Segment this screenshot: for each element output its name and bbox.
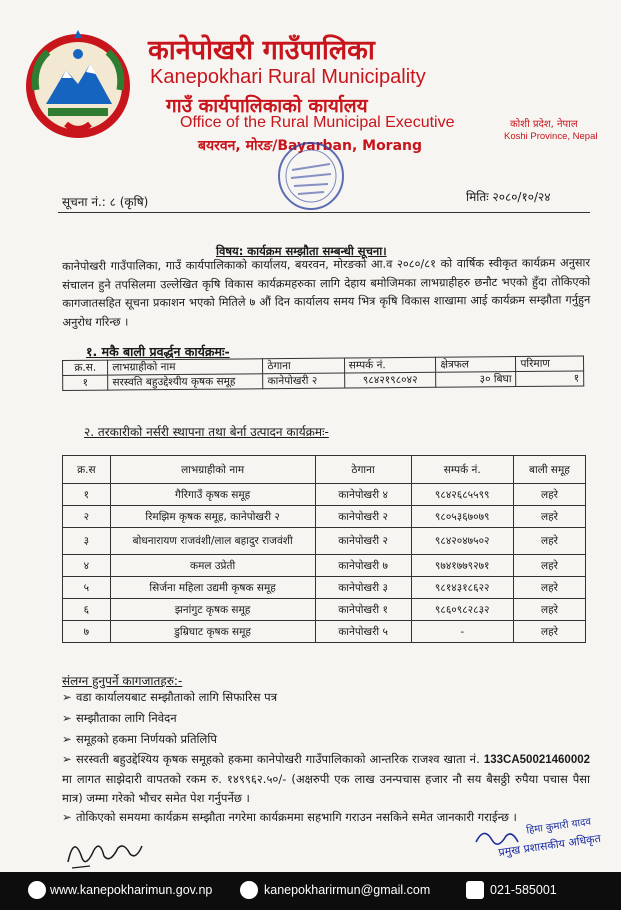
nepal-emblem-icon xyxy=(22,30,134,142)
documents-list xyxy=(62,687,590,827)
table-row xyxy=(63,577,586,599)
province-np: कोशी प्रदेश, नेपाल xyxy=(510,119,578,130)
column-header: क्षेत्रफल xyxy=(436,357,516,373)
officer-title: प्रमुख प्रशासकीय अधिकृत xyxy=(497,831,602,860)
table-row xyxy=(63,621,586,643)
notice-date: मितिः २०८०/१०/२४ xyxy=(466,190,551,204)
arrow-bullet-icon: ➢ xyxy=(62,690,72,704)
table-header-row xyxy=(63,456,586,484)
table-cell: कानेपोखरी ३ xyxy=(315,577,411,599)
column-header: क्र.स. xyxy=(63,360,108,375)
office-stamp-icon xyxy=(276,140,346,212)
notice-subject: विषय: कार्यक्रम सम्झौता सम्बन्धी सूचना। xyxy=(216,244,387,258)
table-cell: झनांगुट कृषक समूह xyxy=(110,599,315,621)
table-cell: १ xyxy=(63,375,108,390)
table-cell: कानेपोखरी ४ xyxy=(315,484,411,506)
column-header: लाभग्राहीको नाम xyxy=(110,456,315,484)
table-cell: ५ xyxy=(63,577,111,599)
province-en: Koshi Province, Nepal xyxy=(504,131,598,142)
table-row xyxy=(63,599,586,621)
nursery-program-table xyxy=(62,455,586,643)
arrow-bullet-icon: ➢ xyxy=(62,810,72,824)
column-header: क्र.स xyxy=(63,456,111,484)
header-divider xyxy=(58,212,590,213)
table-cell: ९८१४३१८६२२ xyxy=(411,577,513,599)
table-cell: लहरे xyxy=(513,555,585,577)
phone-number[interactable]: 021-585001 xyxy=(490,883,557,897)
table-cell: ९८०५३६७०७९ xyxy=(411,506,513,528)
arrow-bullet-icon: ➢ xyxy=(62,711,72,725)
table-cell: - xyxy=(411,621,513,643)
table-cell: ९८४२६८५५९९ xyxy=(411,484,513,506)
column-header: लाभग्राहीको नाम xyxy=(108,359,263,375)
phone-icon xyxy=(466,881,484,899)
table-cell: लहरे xyxy=(513,528,585,555)
table-cell: कानेपोखरी ५ xyxy=(315,621,411,643)
account-number: 133CA50021460002 xyxy=(483,754,591,766)
column-header: ठेगाना xyxy=(263,358,344,374)
maize-program-table xyxy=(62,355,584,391)
list-item: ➢ तोकिएको समयमा कार्यक्रम सम्झौता नगरेमा कार्यक्रममा सहभागि गराउन नसकिने समेत जानकारी गराईन्छ । xyxy=(62,808,590,827)
table-cell: लहरे xyxy=(513,577,585,599)
section1-heading: १. मकै बाली प्रवर्द्धन कार्यक्रमः- xyxy=(86,344,230,359)
office-title-np: गाउँ कार्यपालिकाको कार्यालय xyxy=(166,95,368,117)
municipality-title-en: Kanepokhari Rural Municipality xyxy=(150,66,426,88)
table-cell: लहरे xyxy=(513,484,585,506)
table-cell: सिर्जना महिला उद्यमी कृषक समूह xyxy=(110,577,315,599)
table-cell: ७ xyxy=(63,621,111,643)
column-header: सम्पर्क नं. xyxy=(411,456,513,484)
table-cell: ९८४२०४७५०२ xyxy=(411,528,513,555)
table-cell: ३० बिघा xyxy=(436,372,516,388)
column-header: परिमाण xyxy=(516,356,584,372)
office-title-en: Office of the Rural Municipal Executive xyxy=(180,114,455,131)
table-cell: कानेपोखरी २ xyxy=(315,506,411,528)
column-header: ठेगाना xyxy=(315,456,411,484)
globe-icon xyxy=(28,881,46,899)
footer-bar xyxy=(0,872,621,910)
table-cell: लहरे xyxy=(513,599,585,621)
table-cell: १ xyxy=(516,371,584,387)
column-header: सम्पर्क नं. xyxy=(344,357,436,373)
table-cell: २ xyxy=(63,506,111,528)
table-cell: ९८४२१९८०४२ xyxy=(344,372,436,388)
documents-heading: संलग्न हुनुपर्ने कागजातहरु:- xyxy=(62,674,183,688)
office-address: बयरवन, मोरङ/Bayarban, Morang xyxy=(198,138,423,154)
table-cell: डुम्रिघाट कृषक समूह xyxy=(110,621,315,643)
table-cell: लहरे xyxy=(513,506,585,528)
officer-name: हिमा कुमारी यादव xyxy=(525,816,592,837)
email-link[interactable]: kanepokharirmun@gmail.com xyxy=(264,883,431,897)
table-cell: सरस्वति बहुउद्देश्यीय कृषक समूह xyxy=(108,374,263,390)
notice-number: सूचना नं.: ८ (कृषि) xyxy=(62,195,149,209)
table-cell: ९७४१७७९२७१ xyxy=(411,555,513,577)
table-cell: कानेपोखरी २ xyxy=(315,528,411,555)
signature-left-icon xyxy=(60,828,146,872)
notice-body: कानेपोखरी गाउँपालिका, गाउँ कार्यपालिकाको कार्यालय, बयरवन, मोरङको आ.व २०८०/८१ को वार्षिक स्वीकृत कार्यक्रम अनुसार संचालन हुने तपसिलमा उल्लेखित कृषि विकास कार्यक्रमहरुका लागि देहाय बमोजिमका लाभग्राहीहरु छनौट भएको हुँदा तोकिएको कागजातसहित सूचना प्रकाशन भएको मितिले ७ औं दिन कार्यालय समय भित्र कृषि विकास शाखामा आई कार्यक्रम सम्झौता गर्नुहुन अनुरोध गरिन्छ । xyxy=(62,256,591,329)
table-cell: बोधनारायण राजवंशी/लाल बहादुर राजवंशी xyxy=(110,528,315,555)
list-item: ➢ वडा कार्यालयबाट सम्झौताको लागि सिफारिस पत्र xyxy=(62,687,590,708)
table-cell: कमल उप्रेती xyxy=(110,555,315,577)
table-cell: ९८६०९८२८३२ xyxy=(411,599,513,621)
table-cell: कानेपोखरी ७ xyxy=(315,555,411,577)
email-icon xyxy=(240,881,258,899)
table-cell: ६ xyxy=(63,599,111,621)
table-cell: रिमझिम कृषक समूह, कानेपोखरी २ xyxy=(110,506,315,528)
section2-heading: २. तरकारीको नर्सरी स्थापना तथा बेर्ना उत्पादन कार्यक्रमः- xyxy=(84,425,329,439)
arrow-bullet-icon: ➢ xyxy=(62,732,72,746)
table-cell: कानेपोखरी १ xyxy=(315,599,411,621)
website-link[interactable]: www.kanepokharimun.gov.np xyxy=(50,883,213,897)
table-cell: १ xyxy=(63,484,111,506)
table-cell: ४ xyxy=(63,555,111,577)
list-item: ➢ सम्झौताका लागि निवेदन xyxy=(62,708,590,729)
table-row xyxy=(63,528,586,555)
table-cell: गैरिगाउँ कृषक समूह xyxy=(110,484,315,506)
table-row xyxy=(63,484,586,506)
list-item: ➢ सरस्वती बहुउद्देश्यिय कृषक समूहको हकमा कानेपोखरी गाउँपालिकाको आन्तरिक राजश्व खाता नं. 133CA50021460002 मा लागत साझेदारी वापतको रकम रु. १४९९६२.५०/- (अक्षरुपी एक लाख उनन्पचास हजार नौ सय बैसठ्ठी रुपैया पचास पैसा मात्र) जम्मा गरेको भौचर समेत पेश गर्नुपर्नेछ । xyxy=(62,752,591,805)
table-cell: लहरे xyxy=(513,621,585,643)
table-row xyxy=(63,506,586,528)
table-cell: ३ xyxy=(63,528,111,555)
table-row xyxy=(63,555,586,577)
column-header: बाली समूह xyxy=(513,456,585,484)
table-cell: कानेपोखरी २ xyxy=(263,373,344,389)
list-item: ➢ समूहको हकमा निर्णयको प्रतिलिपि xyxy=(62,729,590,750)
arrow-bullet-icon: ➢ xyxy=(62,752,72,766)
municipality-title-np: कानेपोखरी गाउँपालिका xyxy=(148,35,375,66)
